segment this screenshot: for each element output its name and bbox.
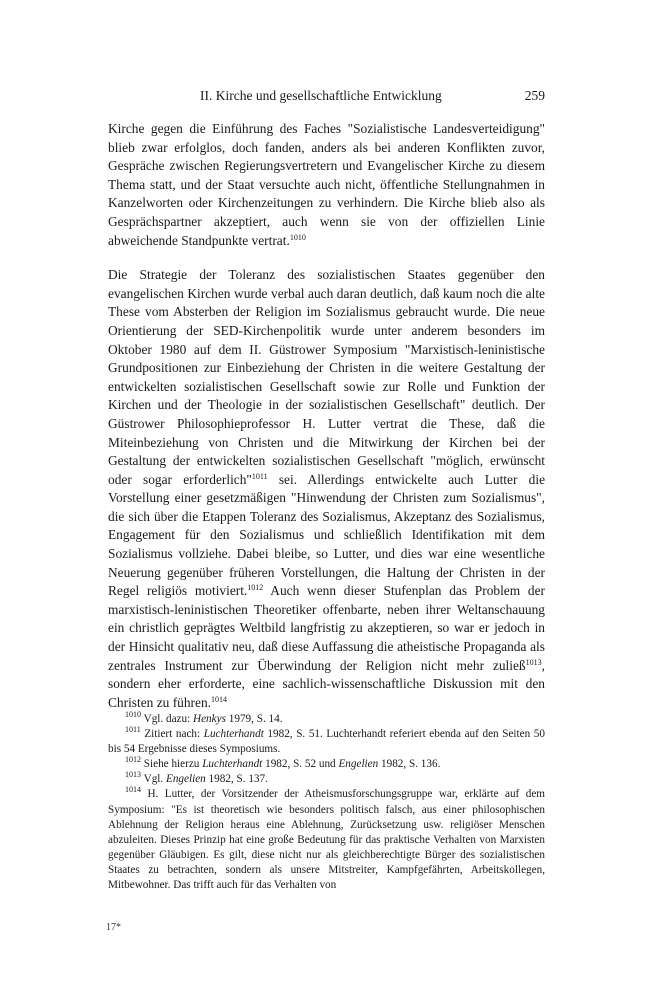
footnote-author: Luchterhandt xyxy=(202,758,263,771)
footnote-number: 1014 xyxy=(125,785,141,795)
footnote-text: Siehe hierzu xyxy=(143,758,203,771)
footnote-author: Henkys xyxy=(193,713,226,725)
running-header xyxy=(108,88,545,108)
footnote-text: 1982, S. 137. xyxy=(205,773,268,786)
page-number: 259 xyxy=(524,88,545,103)
footnote xyxy=(108,712,545,727)
footnote-text: Zitiert nach: xyxy=(144,728,204,741)
signature-mark: 17* xyxy=(106,922,121,933)
running-title: II. Kirche und gesellschaftliche Entwicklung xyxy=(200,88,442,103)
paragraph-text: sei. Allerdings entwickelte auch Lutter die Vorstellung einer gesetzmäßigen "Hinwendung der Christen zum Sozialismus", die sich über die Etappen Toleranz des Sozialismus, Akzeptanz des Sozialismus, Engagement für den Sozialismus und schließlich Identifikation mit dem Sozialismus vollziehe. Dabei bleibe, so Lutter, und dies war eine wesentliche Neuerung gegenüber früheren Vorstellungen, die Haltung der Christen in der Regel religiös motiviert. xyxy=(108,471,546,599)
paragraph-text: Auch wenn dieser Stufenplan das Problem der marxistisch-leninistischen Theoretiker offenbarte, neben ihrer Weltanschauung ein christlich geprägtes Weltbild langfristig zu akzeptieren, so war er jedoch in der Hinsicht qualitativ neu, daß diese Auffassung die atheistische Propaganda als zentrales Instrument zur Überwindung der Religion nicht mehr zuließ xyxy=(108,583,545,673)
footnote-number: 1013 xyxy=(125,770,141,780)
footnote-number: 1010 xyxy=(125,710,141,719)
footnote xyxy=(108,757,545,772)
paragraph-text: , sondern eher erforderte, eine sachlich-wissenschaftliche Diskussion mit den Christen zu führen. xyxy=(108,657,545,710)
footnote-number: 1012 xyxy=(125,755,141,765)
footnote-author: Luchterhandt xyxy=(203,728,264,741)
footnote-text: Vgl. xyxy=(143,773,166,786)
paragraph-text: Kirche gegen die Einführung des Faches "Sozialistische Landesverteidigung" blieb zwar erfolglos, doch fanden, anders als bei anderen Konflikten zuvor, Gespräche zwischen Regierungsvertretern und Evangelischer Kirche zu diesem Thema statt, und der Staat versuchte auch nicht, öffentliche Stellungnahmen in Kanzelworten oder Kirchenzeitungen zu verhindern. Die Kirche blieb also als Gesprächspartner akzeptiert, auch wenn sie von der offiziellen Linie abweichende Standpunkte vertrat. xyxy=(108,121,545,248)
footnote-ref[interactable]: 1010 xyxy=(289,232,306,242)
footnote-number: 1011 xyxy=(125,725,141,735)
footnote-ref[interactable]: 1014 xyxy=(211,694,228,704)
paragraph-2 xyxy=(108,266,545,712)
footnotes xyxy=(108,712,545,893)
footnote-ref[interactable]: 1013 xyxy=(525,657,542,667)
footnote-author: Engelien xyxy=(165,773,206,786)
footnote-ref[interactable]: 1012 xyxy=(247,583,264,593)
footnote xyxy=(108,787,545,893)
footnote xyxy=(108,772,545,787)
footnote-text: H. Lutter, der Vorsitzender der Atheismusforschungsgruppe war, erklärte auf dem Symposium: "Es ist theoretisch wie besonders politisch falsch, aus einer philosophischen Ablehnung der Religion heraus eine Ablehnung, Zurücksetzung usw. religiöser Menschen abzuleiten. Dieses Prinzip hat eine große Bedeutung für das praktische Verhalten von Marxisten gegenüber Gläubigen. Es gilt, diese nicht nur als gleichberechtigte Bürger des sozialistischen Staates zu betrachten, sondern als unsere Mitstreiter, Kampfgefährten, Arbeitskollegen, Mitbewohner. Das trifft auch für das Verhalten von xyxy=(108,788,546,892)
footnote-author: Engelien xyxy=(338,758,379,771)
footnote-text: 1979, S. 14. xyxy=(225,713,283,725)
footnote-ref[interactable]: 1011 xyxy=(251,471,268,481)
footnote-text: Vgl. dazu: xyxy=(143,713,194,725)
main-text xyxy=(108,120,545,728)
footnote-text: 1982, S. 136. xyxy=(378,758,441,771)
footnote-text: 1982, S. 52 und xyxy=(262,758,339,771)
footnote xyxy=(108,727,545,757)
paragraph-1 xyxy=(108,120,545,250)
paragraph-text: Die Strategie der Toleranz des sozialistischen Staates gegenüber den evangelischen Kirchen wurde verbal auch daran deutlich, daß kaum noch die alte These vom Absterben der Religion im Sozialismus gebraucht wurde. Die neue Orientierung der SED-Kirchenpolitik wurde unter anderem besonders im Oktober 1980 auf dem II. Güstrower Symposium "Marxistisch-leninistische Grundpositionen zur Einbeziehung der Christen in die weitere Gestaltung der entwickelten sozialistischen Gesellschaft sowie zur Rolle und Funktion der Kirchen und der Theologie in der sozialistischen Gesellschaft" deutlich. Der Güstrower Philosophieprofessor H. Lutter vertrat die These, daß die Miteinbeziehung von Christen und die Mitwirkung der Kirchen bei der Gestaltung der entwickelten sozialistischen Gesellschaft "möglich, erwünscht oder sogar erforderlich" xyxy=(108,267,545,487)
footnote-text: 1982, S. 51. Luchterhandt referiert ebenda auf den Seiten 50 bis 54 Ergebnisse dieses Symposiums. xyxy=(108,728,545,756)
